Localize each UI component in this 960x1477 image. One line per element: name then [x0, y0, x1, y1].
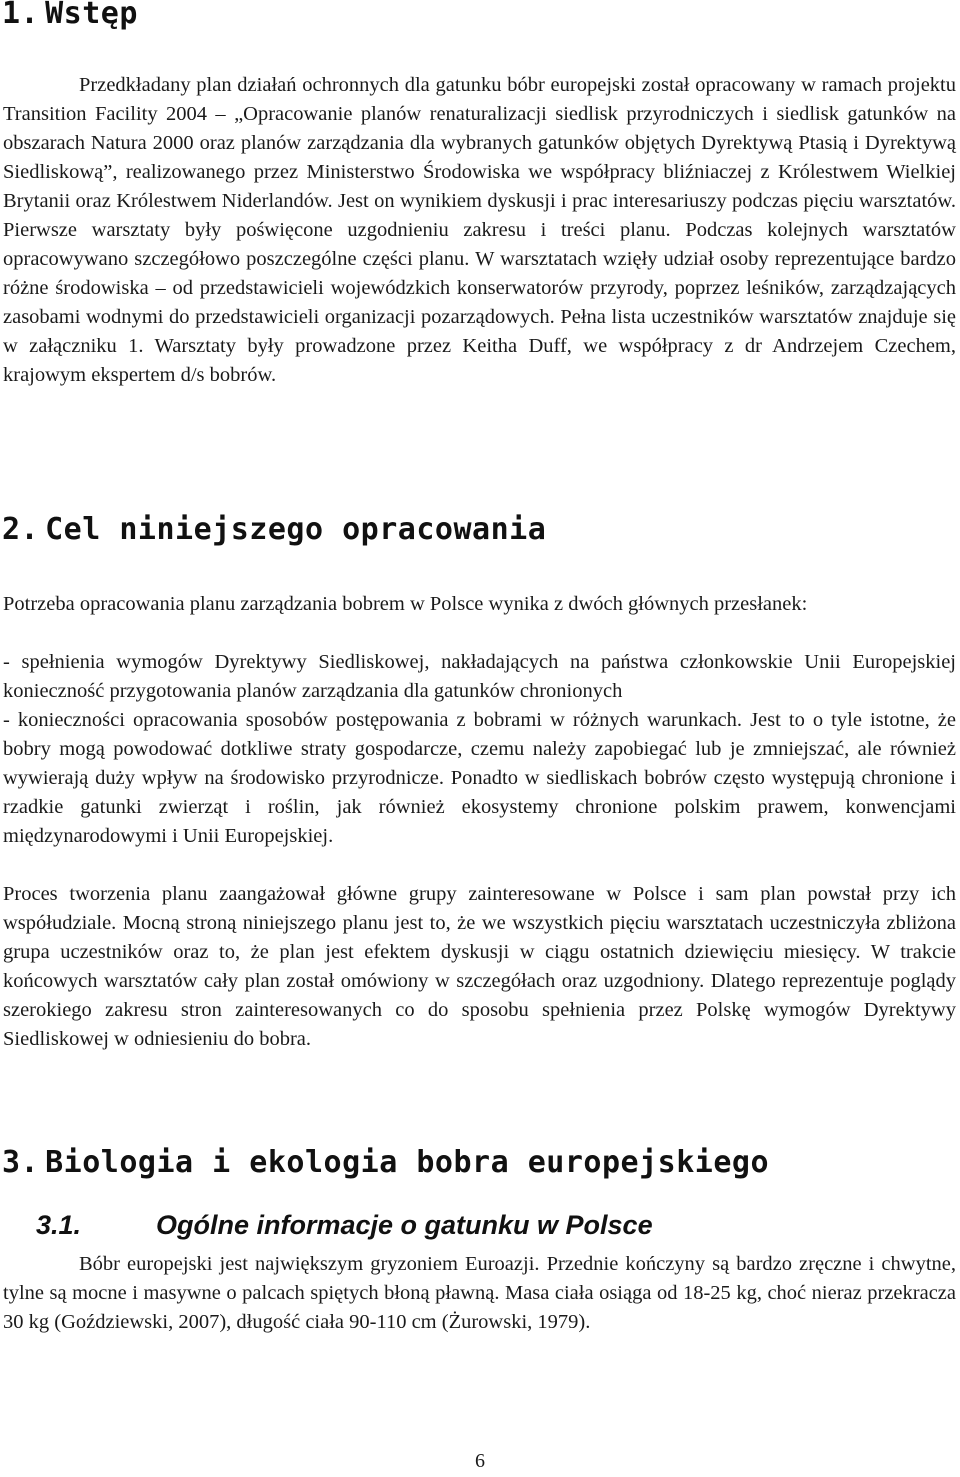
section-heading-3 — [2, 1145, 769, 1180]
subsection-number: 3.1. — [36, 1210, 82, 1240]
subsection-heading-3-1 — [36, 1210, 653, 1241]
paragraph-intro: Przedkładany plan działań ochronnych dla gatunku bóbr europejski został opracowany w ramach projektu Transition Facility 2004 – „Opracowanie planów renaturalizacji siedlisk przyrodniczych i siedlisk gatunków na obszarach Natura 2000 oraz planów zarządzania dla wybranych gatunków objętych Dyrektywą Ptasią i Dyrektywą Siedliskową”, realizowanego przez Ministerstwo Środowiska we współpracy bliźniaczej z Królestwem Wielkiej Brytanii oraz Królestwem Niderlandów. Jest on wynikiem dyskusji i prac interesariuszy podczas pięciu warsztatów. Pierwsze warsztaty były poświęcone uzgodnieniu zakresu i treści planu. Podczas kolejnych warsztatów opracowywano szczegółowo poszczególne części planu. W warsztatach wzięły udział osoby reprezentujące bardzo różne środowiska – od przedstawicieli wojewódzkich konserwatorów przyrody, poprzez leśników, zarządzających zasobami wodnymi do przedstawicieli organizacji pozarządowych. Pełna lista uczestników warsztatów znajduje się w załączniku 1. Warsztaty były prowadzone przez Keitha Duff, we współpracy z dr Andrzejem Czechem, krajowym ekspertem d/s bobrów. — [3, 74, 956, 386]
paragraph-cel-1: Potrzeba opracowania planu zarządzania bobrem w Polsce wynika z dwóch głównych przesłanek: — [3, 593, 808, 615]
paragraph-bobr: Bóbr europejski jest największym gryzoniem Euroazji. Przednie kończyny są bardzo zręczne i chwytne, tylne są mocne i masywne o palcach spiętych błoną pławną. Masa ciała osiąga od 18-25 kg, choć nieraz przekracza 30 kg (Goździewski, 2007), długość ciała 90-110 cm (Żurowski, 1979). — [3, 1253, 956, 1333]
section-number: 1. — [2, 0, 40, 31]
paragraph-cel-4: Proces tworzenia planu zaangażował główne grupy zainteresowane w Polsce i sam plan powstał przy ich współudziale. Mocną stroną niniejszego planu jest to, że we wszystkich pięciu warsztatach uczestniczyła zbliżona grupa uczestników oraz to, że plan jest efektem dyskusji w ciągu ostatnich dziewięciu miesięcy. W trakcie końcowych warsztatów cały plan został omówiony w szczegółach oraz uzgodniony. Dlatego reprezentuje poglądy szerokiego zakresu stron zainteresowanych co do sposobu spełnienia przez Polskę wymogów Dyrektywy Siedliskowej w odniesieniu do bobra. — [3, 883, 956, 1050]
paragraph-cel-2: - spełnienia wymogów Dyrektywy Siedliskowej, nakładających na państwa członkowskie Unii Europejskiej konieczność przygotowania planów zarządzania dla gatunków chronionych — [3, 651, 956, 702]
subsection-title: Ogólne informacje o gatunku w Polsce — [156, 1210, 653, 1240]
page-number: 6 — [475, 1450, 485, 1472]
section-heading-2 — [2, 512, 546, 547]
paragraph-cel-3: - konieczności opracowania sposobów postępowania z bobrami w różnych warunkach. Jest to o tyle istotne, że bobry mogą powodować dotkliwe straty gospodarcze, czemu należy zapobiegać lub je zmniejszać, ale również wywierają duży wpływ na środowisko przyrodnicze. Ponadto w siedliskach bobrów często występują chronione i rzadkie gatunki zwierząt i roślin, jak również ekosystemy chronione polskim prawem, konwencjami międzynarodowymi i Unii Europejskiej. — [3, 709, 956, 847]
section-title: Biologia i ekologia bobra europejskiego — [45, 1145, 770, 1180]
section-number: 3. — [2, 1145, 40, 1180]
section-number: 2. — [2, 512, 40, 547]
section-heading-1 — [2, 0, 138, 31]
section-title: Cel niniejszego opracowania — [45, 512, 547, 547]
section-title: Wstęp — [45, 0, 138, 31]
